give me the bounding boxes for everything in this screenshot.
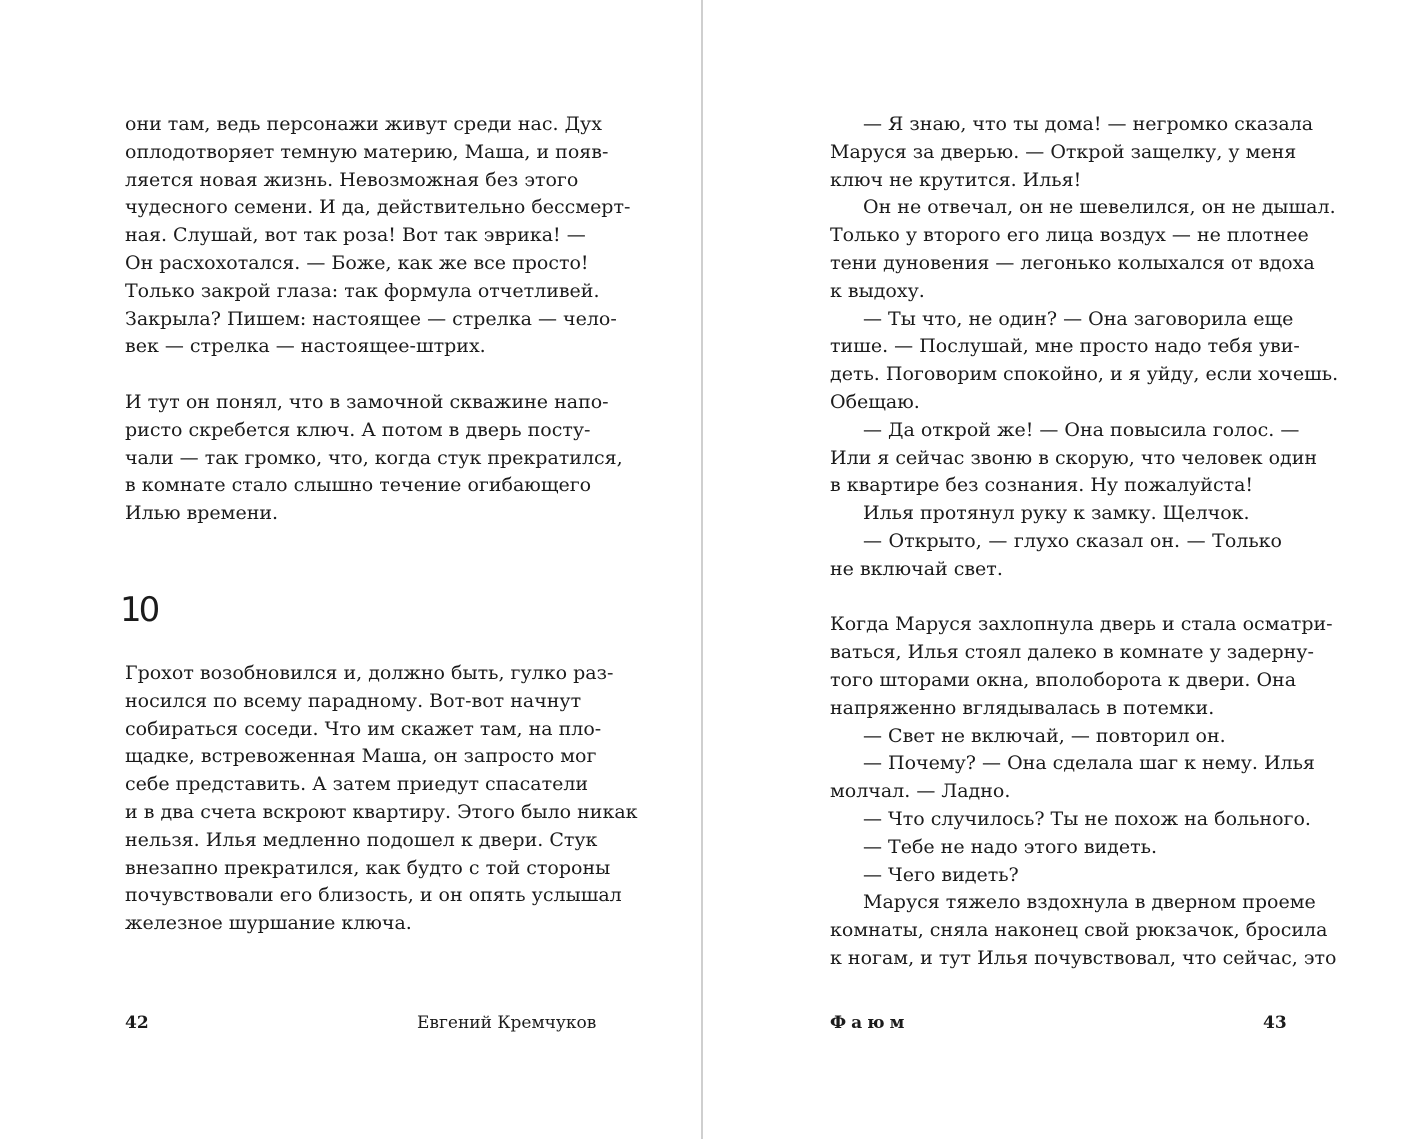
text-line: Только у второго его лица воздух — не плотнее xyxy=(830,224,1309,247)
text-line: — Тебе не надо этого видеть. xyxy=(863,835,1158,858)
text-line: ваться, Илья стоял далеко в комнате у задерну- xyxy=(830,641,1314,664)
text-line: деть. Поговорим спокойно, и я уйду, если хочешь. xyxy=(830,363,1339,386)
text-line: почувствовали его близость, и он опять услышал xyxy=(125,884,622,907)
text-line: Или я сейчас звоню в скорую, что человек один xyxy=(830,446,1318,469)
left-paragraph-1 xyxy=(125,111,631,361)
text-line: и в два счета вскроют квартиру. Этого было никак xyxy=(125,800,638,823)
text-line: не включай свет. xyxy=(830,557,1003,580)
text-line: — Открыто, — глухо сказал он. — Только xyxy=(863,529,1282,552)
right-page-text xyxy=(830,111,1339,973)
text-line: внезапно прекратился, как будто с той стороны xyxy=(125,856,611,879)
text-line: себе представить. А затем приедут спасатели xyxy=(125,773,589,796)
text-line: нельзя. Илья медленно подошел к двери. Стук xyxy=(125,828,598,851)
text-line: Илью времени. xyxy=(125,502,279,525)
left-page-text-after-chapter xyxy=(125,660,638,938)
text-line: Когда Маруся захлопнула дверь и стала осматри- xyxy=(830,613,1333,636)
text-line: чудесного семени. И да, действительно бессмерт- xyxy=(125,196,631,219)
text-line: век — стрелка — настоящее-штрих. xyxy=(125,335,486,358)
chapter-number: 10 xyxy=(120,590,158,630)
text-line: носился по всему парадному. Вот-вот начнут xyxy=(125,689,582,712)
text-line: к выдоху. xyxy=(830,279,925,302)
text-line: к ногам, и тут Илья почувствовал, что сейчас, это xyxy=(830,946,1337,969)
text-line: — Да открой же! — Она повысила голос. — xyxy=(863,418,1300,441)
text-line: — Ты что, не один? — Она заговорила еще xyxy=(863,307,1294,330)
book-gutter xyxy=(701,0,703,1139)
text-line: щадке, встревоженная Маша, он запросто мог xyxy=(125,745,597,768)
right-block-2 xyxy=(830,611,1337,972)
left-page-text xyxy=(125,111,631,528)
text-line: Закрыла? Пишем: настоящее — стрелка — чело- xyxy=(125,307,617,330)
text-line: — Свет не включай, — повторил он. xyxy=(863,724,1226,747)
text-line: в квартире без сознания. Ну пожалуйста! xyxy=(830,474,1254,497)
text-line: ляется новая жизнь. Невозможная без этого xyxy=(125,168,579,191)
text-line: железное шуршание ключа. xyxy=(125,912,412,935)
text-line: Грохот возобновился и, должно быть, гулко раз- xyxy=(125,662,614,684)
text-line: в комнате стало слышно течение огибающего xyxy=(125,474,592,497)
text-line: ристо скребется ключ. А потом в дверь посту- xyxy=(125,418,591,441)
left-paragraph-3 xyxy=(125,660,638,938)
text-line: — Почему? — Она сделала шаг к нему. Илья xyxy=(863,752,1315,775)
text-line: Он расхохотался. — Боже, как же все просто! xyxy=(125,251,589,274)
text-line: собираться соседи. Что им скажет там, на пло- xyxy=(125,717,602,740)
running-head-title: Фаюм xyxy=(830,1013,910,1033)
text-line: оплодотворяет темную материю, Маша, и появ- xyxy=(125,140,609,163)
text-line: Илья протянул руку к замку. Щелчок. xyxy=(863,502,1250,525)
text-line: Только закрой глаза: так формула отчетливей. xyxy=(125,279,600,302)
text-line: ная. Слушай, вот так роза! Вот так эврика! — xyxy=(125,224,586,247)
text-line: — Чего видеть? xyxy=(863,863,1019,886)
text-line: тише. — Послушай, мне просто надо тебя уви- xyxy=(830,335,1300,358)
text-line: Маруся тяжело вздохнула в дверном проеме xyxy=(863,891,1316,914)
text-line: ключ не крутится. Илья! xyxy=(830,168,1082,191)
text-line: напряженно вглядывалась в потемки. xyxy=(830,696,1215,719)
page-number-left: 42 xyxy=(125,1013,149,1033)
right-block-1 xyxy=(830,111,1339,584)
left-paragraph-2 xyxy=(125,389,623,528)
text-line: они там, ведь персонажи живут среди нас. Дух xyxy=(125,113,602,135)
text-line: — Что случилось? Ты не похож на больного. xyxy=(863,807,1311,830)
text-line: Обещаю. xyxy=(830,390,920,413)
text-line: И тут он понял, что в замочной скважине напо- xyxy=(125,390,609,413)
text-line: Он не отвечал, он не шевелился, он не дышал. xyxy=(863,196,1336,219)
text-line: того шторами окна, вполоборота к двери. Она xyxy=(830,668,1297,691)
text-line: комнаты, сняла наконец свой рюкзачок, бросила xyxy=(830,919,1328,942)
text-line: молчал. — Ладно. xyxy=(830,780,1011,803)
text-line: тени дуновения — легонько колыхался от вдоха xyxy=(830,251,1315,274)
page-number-right: 43 xyxy=(1263,1013,1287,1033)
running-head-author: Евгений Кремчуков xyxy=(417,1013,597,1033)
text-line: — Я знаю, что ты дома! — негромко сказала xyxy=(863,113,1314,135)
text-line: чали — так громко, что, когда стук прекратился, xyxy=(125,446,623,469)
text-line: Маруся за дверью. — Открой защелку, у меня xyxy=(830,140,1297,163)
